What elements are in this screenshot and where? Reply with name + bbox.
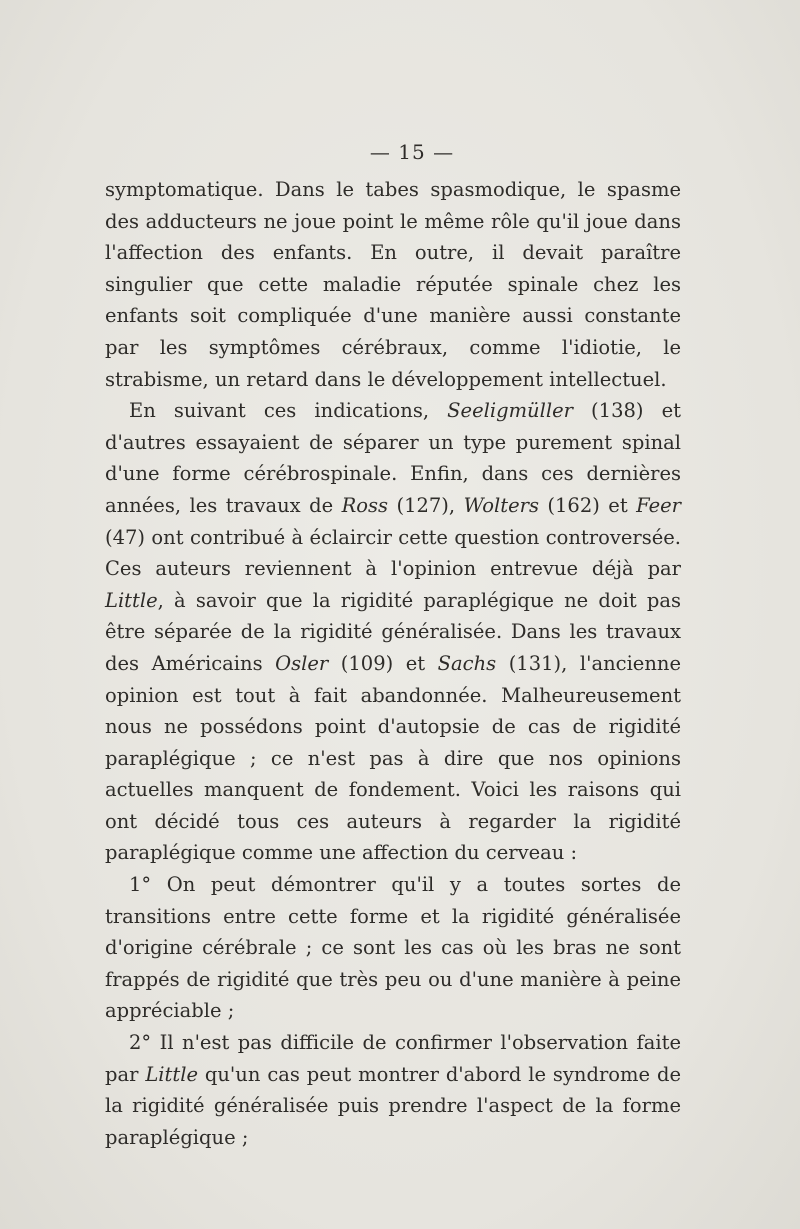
text-run: (131), l'ancienne opinion est tout à fait abandonnée. Malheureusement nous ne possédons point d'autopsie de cas de rigidité paraplégique ; ce n'est pas à dire que nos opinions actuelles manquent de fondement. Voici les raisons qui ont décidé tous ces auteurs à regarder la rigidité paraplégique comme une affection du cerveau :	[105, 651, 682, 865]
text-run: 2° Il n'est pas difficile de confirmer l'observation faite par	[105, 1031, 681, 1086]
text-run: (109) et	[328, 651, 438, 675]
cited-author-name: Seeligmüller	[447, 399, 573, 423]
cited-author-name: Osler	[275, 651, 329, 675]
cited-author-name: Ross	[341, 493, 389, 517]
cited-author-name: Wolters	[463, 493, 539, 517]
body-text	[105, 174, 681, 1153]
text-run: En suivant ces indications,	[129, 399, 448, 423]
text-run: qu'un cas peut montrer d'abord le syndrome de la rigidité généralisée puis prendre l'aspect de la forme paraplégique ;	[105, 1062, 681, 1149]
text-run: 1° On peut démontrer qu'il y a toutes sortes de transitions entre cette forme et la rigidité généralisée d'origine cérébrale ; ce sont les cas où les bras ne sont frappés de rigidité que très peu ou d'une manière à peine appréciable ;	[105, 873, 681, 1023]
paragraph	[105, 1027, 681, 1153]
text-run: (162) et	[538, 493, 637, 517]
paragraph	[105, 869, 681, 1027]
text-run: (138) et d'autres essayaient de séparer un type purement spinal d'une forme cérébrospinale. Enfin, dans ces dernières années, les travaux de	[105, 399, 681, 517]
page-number: — 15 —	[369, 140, 455, 164]
cited-author-name: Feer	[636, 493, 681, 517]
text-run: (47) ont contribué à éclaircir cette question controversée. Ces auteurs reviennent à l'opinion entrevue déjà par	[105, 525, 681, 581]
paragraph	[105, 174, 681, 395]
cited-author-name: Little	[145, 1062, 198, 1086]
cited-author-name: Little	[105, 588, 158, 612]
paragraph	[105, 395, 681, 869]
text-run: (127),	[388, 493, 464, 517]
cited-author-name: Sachs	[437, 651, 497, 675]
text-run: , à savoir que la rigidité paraplégique ne doit pas être séparée de la rigidité généralisée. Dans les travaux des Américains	[105, 588, 681, 675]
text-run: symptomatique. Dans le tabes spasmodique, le spasme des adducteurs ne joue point le même rôle qu'il joue dans l'affection des enfants. En outre, il devait paraître singulier que cette maladie réputée spinale chez les enfants soit compliquée d'une manière aussi constante par les symptômes cérébraux, comme l'idiotie, le strabisme, un retard dans le développement intellectuel.	[105, 178, 681, 391]
